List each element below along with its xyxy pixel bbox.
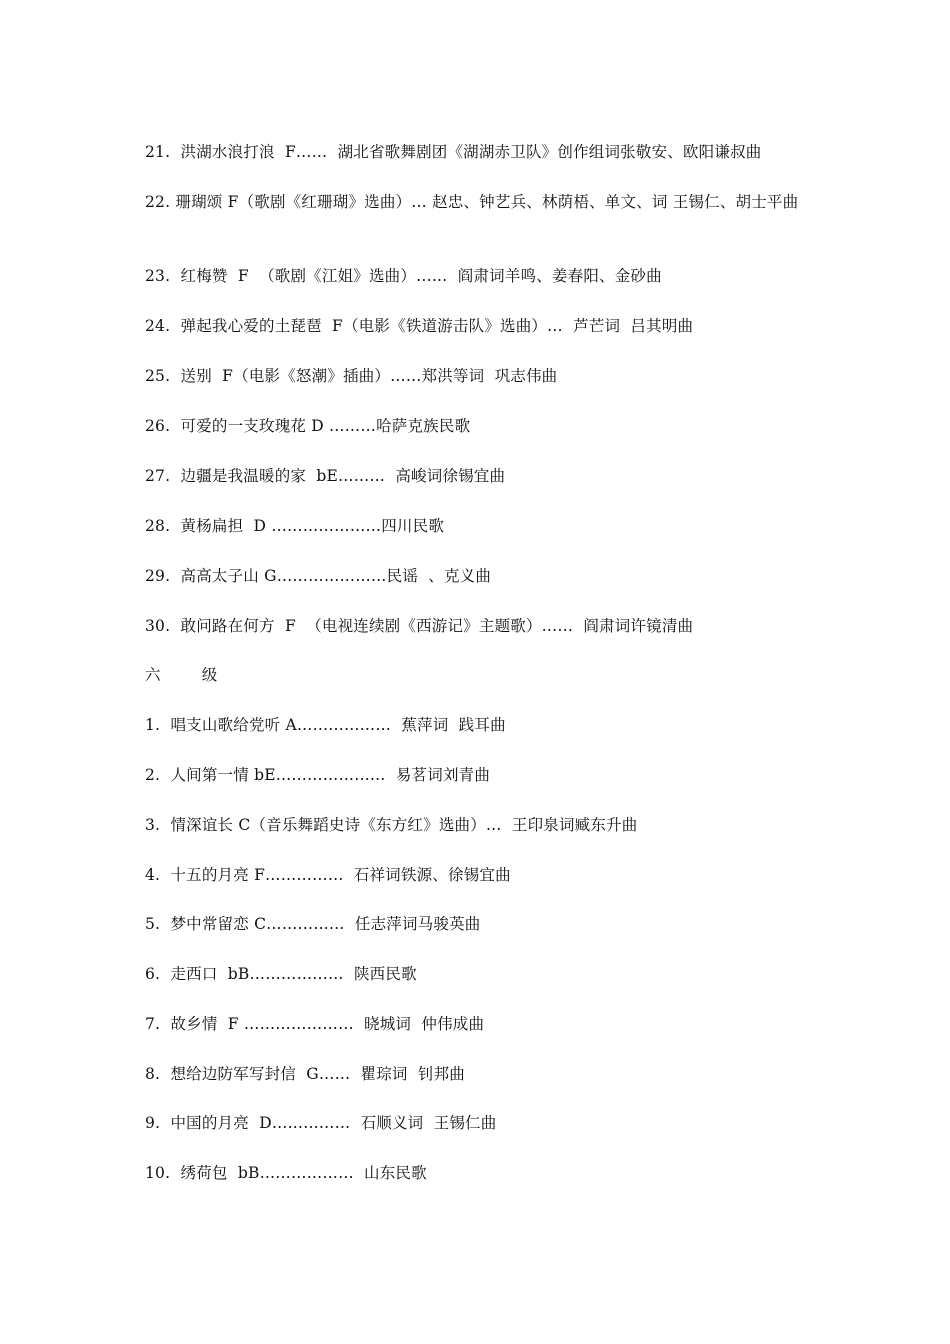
song-entry-22: 22. 珊瑚颂 F（歌剧《红珊瑚》选曲）… 赵忠、钟艺兵、林荫梧、单文、词 王锡仁、胡士平曲 — [145, 193, 799, 211]
level-six-entry-7: 7. 故乡情 F ………………… 晓城词 仲伟成曲 — [145, 1015, 485, 1033]
song-entry-21: 21. 洪湖水浪打浪 F…… 湖北省歌舞剧团《湖湖赤卫队》创作组词张敬安、欧阳谦叔曲 — [145, 143, 762, 161]
section-heading-level-six: 六 级 — [145, 666, 218, 684]
level-six-entry-2: 2. 人间第一情 bE………………… 易茗词刘青曲 — [145, 766, 491, 784]
song-entry-30: 30. 敢问路在何方 F （电视连续剧《西游记》主题歌）…… 阎肃词许镜清曲 — [145, 617, 694, 635]
song-entry-27: 27. 边疆是我温暖的家 bE……… 高峻词徐锡宜曲 — [145, 467, 506, 485]
song-entry-29: 29. 高高太子山 G…………………民谣 、克义曲 — [145, 567, 492, 585]
level-six-entry-5: 5. 梦中常留恋 C…………… 任志萍词马骏英曲 — [145, 915, 481, 933]
level-six-entry-3: 3. 情深谊长 C（音乐舞蹈史诗《东方红》选曲）… 王印泉词臧东升曲 — [145, 816, 638, 834]
song-entry-25: 25. 送别 F（电影《怒潮》插曲）……郑洪等词 巩志伟曲 — [145, 367, 558, 385]
song-entry-23: 23. 红梅赞 F （歌剧《江姐》选曲）…… 阎肃词羊鸣、姜春阳、金砂曲 — [145, 267, 662, 285]
level-six-entry-1: 1. 唱支山歌给党听 A……………… 蕉萍词 践耳曲 — [145, 716, 506, 734]
level-six-entry-8: 8. 想给边防军写封信 G…… 瞿琮词 钊邦曲 — [145, 1065, 465, 1083]
song-entry-26: 26. 可爱的一支玫瑰花 D ………哈萨克族民歌 — [145, 417, 471, 435]
level-six-entry-10: 10. 绣荷包 bB……………… 山东民歌 — [145, 1164, 427, 1182]
level-six-entry-4: 4. 十五的月亮 F…………… 石祥词铁源、徐锡宜曲 — [145, 866, 511, 884]
level-six-entry-9: 9. 中国的月亮 D…………… 石顺义词 王锡仁曲 — [145, 1114, 497, 1132]
level-six-entry-6: 6. 走西口 bB……………… 陕西民歌 — [145, 965, 417, 983]
song-entry-28: 28. 黄杨扁担 D …………………四川民歌 — [145, 517, 445, 535]
song-entry-24: 24. 弹起我心爱的土琵琶 F（电影《铁道游击队》选曲）… 芦芒词 吕其明曲 — [145, 317, 694, 335]
